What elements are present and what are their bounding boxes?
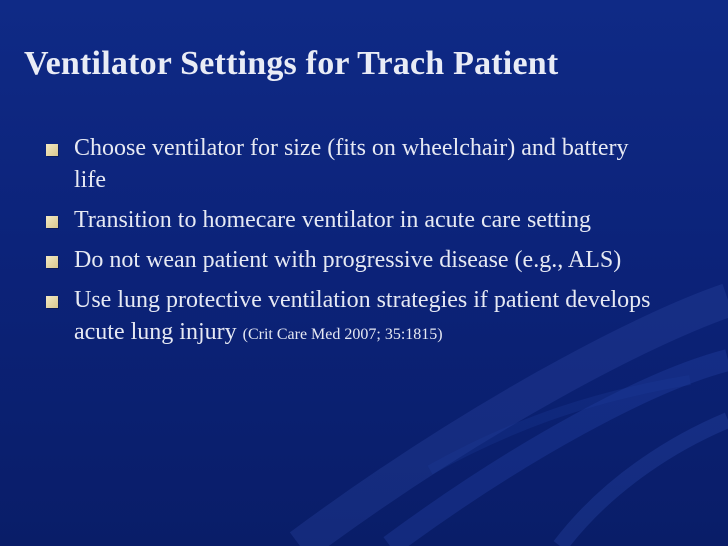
bullet-list bbox=[44, 132, 664, 359]
bullet-text: Choose ventilator for size (fits on wheelchair) and battery life bbox=[74, 135, 629, 193]
bullet-item bbox=[44, 284, 664, 351]
slide-title: Ventilator Settings for Trach Patient bbox=[24, 45, 559, 82]
square-bullet-icon bbox=[46, 296, 58, 308]
bullet-item bbox=[44, 244, 664, 276]
bullet-text: Use lung protective ventilation strategies if patient develops acute lung injury bbox=[74, 287, 651, 345]
square-bullet-icon bbox=[46, 216, 58, 228]
bullet-item bbox=[44, 132, 664, 196]
citation: (Crit Care Med 2007; 35:1815) bbox=[242, 326, 443, 343]
square-bullet-icon bbox=[46, 144, 58, 156]
square-bullet-icon bbox=[46, 256, 58, 268]
bullet-text: Transition to homecare ventilator in acute care setting bbox=[74, 207, 591, 233]
bullet-text: Do not wean patient with progressive disease (e.g., ALS) bbox=[74, 247, 622, 273]
bullet-item bbox=[44, 204, 664, 236]
